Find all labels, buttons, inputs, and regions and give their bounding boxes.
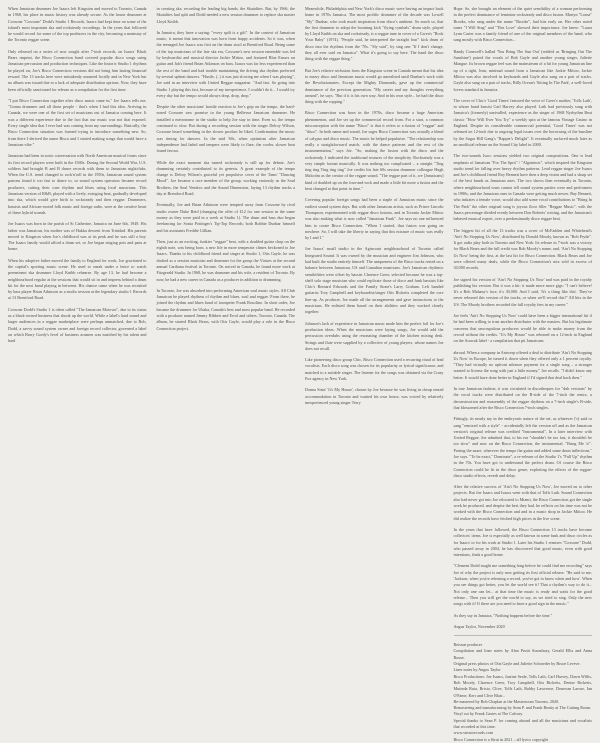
credit-line: Remastering and manufacturing by Sean P. and Frank Beatty at The Cutting Room. xyxy=(453,705,592,711)
credit-line: www.stroutrecords.com xyxy=(453,730,493,736)
paragraph: Donna Sims' 'It's My House', chosen by Joe because he was living in cheap rented accommodation in Toronto and wanted his own house, was voiced by relatively inexperienced young singer Terry xyxy=(305,387,444,405)
paragraph: Randy Cornwell's ballad 'You Bring The Sun Out' (retitled as 'Bringing Out The Sunshine') paired the vocals of Bob Gayle and another young singer, Juliette Mangue. Its brown reggae feel was the mainstream of a hit for young Jamaican line up of a tight, lean, minimal sound from a Jamaican like Jackie Mittoo, Jackie Mittoo was also involved in keyboards and Gayle also sang on a pair of tracks. Gayle also sang on a pair of tracks, Billy Ocean's 'Sitting In The Park', a well-loved lovers standard in Jamaica. xyxy=(453,48,592,92)
text-column-4 xyxy=(454,6,593,743)
paragraph: Joe Isaacs was born in the parish of St Catherine, Jamaica on June 6th, 1949. His father was Jamaican, his mother was of Hakka descent from Trinidad. His parents moved to Kingston when Joe's childhood was at its peak and he was still a boy. The Isaacs family would afford a drum set, so Joe began singing pots and pans at home. xyxy=(8,221,147,252)
paragraph: Joe signed his version of 'Ain't No Stopping Us Now' and was paid in the royalty publishing his version. But it was a hit: it made more more gigs: "I can't believe! It's a Bob Mahany's face, it's 30,000. And I said, 'It's a thing like this'. They've never released this version of the tracks, or when we'll record this!" All hits in the US. The Moody brothers recorded the full royalty fees in my career." xyxy=(453,276,592,307)
paragraph: Jamaican had been in sonic conversation with North American musical forms since its first record players were built in the 1940s. During the Second World War, U.S. soldiers had brought R and B dance records with them to Jamaican nightclubs. When the U.S. trend changed to rock'n'roll in the 1950s, Jamaican sound system patrons found it too fast to dance to, so sound system operators became record producers, cutting their own rhythm and blues using local musicians. This Jamaican version of R&B, played with a lively, swinging beat, gradually developed into ska, which would give birth to rocksteady and then reggae. Drummers, bassists and African-rooted folk music and foreign radio, were at the creative heart of these hybrid sounds. xyxy=(8,153,147,215)
credit-line: Liner notes by Angus Taylor xyxy=(453,667,501,673)
text-column-3 xyxy=(305,6,444,743)
paragraph: Johnson's lack of experience in Jamaican music made him the perfect foil for Joe's production ideas. When the musicians were laying songs, Joe would add the percussion overdubs using the resonating chamber of the kitchen mixing desk. Strings and flute were supplied by a collective of young players, whose names Joe does not recall. xyxy=(305,320,444,351)
paragraph: While the exact moment ska turned rocksteady is still up for debate, Joe's drumming certainly contributed to its genesis. A great example of the tempo change is Delroy Wilson's graceful yet propulsive cover of the Tams' "Dancing Mood". Joe became a core member of the group, working variously as the Soul Brothers, the Soul Vendors and the Sound Dimension, laying 13 rhythm tracks a day at Brentford Road. xyxy=(156,159,295,197)
credit-line: Compilation and liner notes by Alan Pruitt Soundway, Gerald Ellis and Anna Rouse. xyxy=(453,648,592,660)
paragraph: As they say in Jamaica, "Nothing happens before the time." xyxy=(453,612,553,618)
paragraph: in creating ska, recording the leading big bands, the Skatalites. But, by 1966, the Skatalites had split and Dodd needed a new session drummer to replace ska master Lloyd Knibb. xyxy=(156,6,295,24)
credit-line: Re-mastered by Bob Chaplan at the Masterroom Toronto, 2020. xyxy=(453,698,560,704)
paragraph: Fittingly, its nearly my in the embryonic nature of the set, as whatever ('s) said or sang "remixed with a style" - accidentally left the version off and as the Jamaican version's original release was credited "Instrumental", In a later interview with United Reggae, Joe admitted that, to his ear "shouldn't be too fast, it shouldn't be too slow" and now on the Bisco Connection, the instrumental, "Bring Me 'n'". Pairing the snare, wherever the tempo the guitar and added some drum inflections," Joe says. "To be exact," Dominate", a re-release of the Studio 1's "Full Up" rhythm in the 70s. You have got to understand the perfect drum. Of course the Bisco Connection could be fit in the disco genre, exploiting the effects of the reggae-disco studio effects, reverb and delay. xyxy=(453,416,592,478)
paragraph: Only released on a series of now sought after 7-inch records, on Isaacs' Black Bears imprint, the Bisco Connection band covered popular disco songs using Jamaican percussion and production techniques. Like the historic Studio 1 rhythms he played on, Joe's Bisco Connection versions did not bring him lasting financial reward. The 13 tracks here were mistakenly assumed locally and in New York but no album was issued due to a lack of adequate distribution options. Now, they have been officially sanctioned for release as a compilation for the first time. xyxy=(8,48,147,92)
text-column-2 xyxy=(157,6,296,743)
paragraph: When Jamaican drummer Joe Isaacs left Kingston and moved to Toronto, Canada in 1968, his place in music history was already secure. As the house drummer at Coxsone "Coxsone" Dodd's Studio 1 Records, Isaacs had kept time on some of the island's most important ska and rocksteady recordings. In the years that followed he would record for some of the top producers in the city, becoming a mainstay of the Toronto reggae scene. xyxy=(8,6,147,43)
paragraph: In true Jamaican fashion, it was circulated in discotheques for "dub versions" by the vocal tracks were distributed on the B-side of the 7-inch the remix, a deconstruction and reassembly of the reggae rhythms on a 7-inch single's B-side, that blossomed after the Bisco Connection 7-inch singles. xyxy=(453,386,592,410)
paragraph: Meanwhile, Philadelphia and New York's disco music were having an impact back home in 1970s Jamaica. The most prolific drummer of the decade was Lowell "Sly" Dunbar, who took much inspiration from disco's ambient. So much so, that the first drummer to adopt the booming kick "flying cymbals" drum style, played by Lloyd Knibb on ska and rocksteady, is a reggae tune in cover of a Gwen's "Rock Your Baby" (1974). "People said, he interpreted the straight four" kick drum of disco into the rhythms from the '70s. "Sly said", by sing one "If I don't change, they all ever said on Jamaica". What it's going to say here. The band the disco thing with the reggae thing." xyxy=(305,6,444,62)
credit-line: Bisco Connection is a Strut in 2021 – all lyrics copyright xyxy=(453,736,548,742)
text-column-1 xyxy=(8,6,147,743)
paragraph: Joe feels 'Ain't No Stopping Us Now' could have been a bigger international hit if he had been willing to trust another distributor with the masters. But his legitimate concerns that unscrupulous producers would be able to make money from the record without the credits. "It's My House" was released on a 12-inch in England on the Arawak label - a compilation that pit Jamaicans xyxy=(453,313,592,344)
paragraph: When his adoptive father moved the family to England for work, Joe gravitated to the capital's sporting music scene. He used to sneak under a fence to watch preeminent ska drummer Lloyd Knibb rehearse. By age 13, he had become a neighbourhood regular at the sessions that would sit in and impress behind a drum kit for the next band playing in between. His chance came when he was recruited by bass player Brian Atkinson as a studio session at the legendary studio 1 Records at 13 Brentford Road. xyxy=(8,257,147,301)
paragraph: In Toronto, Joe was absorbed into performing American soul music styles. All Club Jamaican he played rhythms of rhythm and blues, soul and reggae. From there, he joined the rhythm and blues band of trumpeter Frank Rosolino. In short order, Joe became the drummer for Ubaka, Canada's best and most popular band. He recorded with a producer named Jimmy Hibbert and Errol and others. Toronto, Canada. The album, he started Black Bears, with Otis Gayle, would play a role in the Bisco Connection project. xyxy=(156,287,295,331)
paragraph: The two-sounds Isacc sessions yielded two original compositions. One is lead emphasis of Jamaican "For The Sprit" / "Algonimic", which inspired the Kingston studio trend for falling over heavy rhythm patterns. Lead reggae singer Joe Isaacs and Joe's childhood friend Roy Bennett have then a deep vision and had a sharp set of the best bands as Jamaican ones. The two shows then eventually in Toronto, where neighbourhood tours cannot tell sound system parties were and performers in 1980s, and the Jamaican ones in Canada were getting much newer. Bay Bennett, who initiates a female voice, would also add some vocal contributions to "Bring In The Park" the other original song is joyous floor filler "Reggae Music", with the Isaacs percentage divided evenly between Don Roberts' writing, and the Jamaican's behaved musical expert, over a predominantly disco reggae beat. xyxy=(453,153,592,222)
paragraph: The biggest hit of all the 13 tracks was a cover of McFadden and Whitehead's 'Ain't No Stopping Us Now', distributed by Donald Moody, known as "Rob Pryde". It got radio play both in Toronto and New York. Its release in 7-inch was a victory for Black Bears and the full credit was Rob Moody's name, and, 'Ain't No Stopping Us Now' being the first, at the last hit for Bisco Connection. Black Bears and Joe were offered many deals, while the Bisco Connection's mix sold in excess of 30,000 records. xyxy=(453,227,592,271)
paragraph: Eventually, Joe and Brian Atkinson were tempted away from Coxsone by rival studio owner Duke Reid (changing the offer of £12 for one session in the same money as they were paid in a week at Studio 1). The drum and bass duo began freelancing for Sonia Pottinger's Tip-Top Records; both Robbie Dunbar himself and his assistants Freddie Gillian. xyxy=(156,202,295,233)
paragraph: The cover of Chic's 'Good Times' featured the voice of Greer's mother, 'Tolls Lath', in whose band bassist Carl Harvey also played. Lath had previously sung with Jamaica's (formerly) unrivalled, experience as the singer of 1968 Nyrhythm Beat classic "How Will Ever You Try" a weekly spin at the famous Vintage Casino in England. Despite its considerable commercial potential, 'Good Times' was not released on 12-inch due to ongoing legal issues over the borrowing of the bassline by the Sugar Hill Gang's "Rapper's Delight". It eventually surfaced much later as an unofficial release on the Sound City label in 2000. xyxy=(453,97,592,147)
paragraph: In the years that have followed, the Bisco Connection 13 tracks have become collectors' items. Joe is especially as well known in some funk and disco circles as for Isaacs' or for his work at Studio 1. Later his Studio 1 remixes "Coxsone" Dodd, who passed away in 2004, he has discovered that good music, even with good intentions, finds a good home. xyxy=(453,526,592,558)
paragraph: Bisco Connection was born in the 1970s, disco became a huge American phenomenon, and Joe set up the commercial record from. For a start, a common misconception with the name "Bisco" is that it refers to a fusion of "reggae" and "disco". In both name and sound, Joe urges Bisco Connection was actually a blend of calypso and disco music. The music he helped popularise. "The relationship was really a straightforward match, with the dance patterns and the rest of the instrumentation," says Joe. "So, making the fusion with the disco and the rocksteady, I indicated the traditional textures of the simplicity. Rocksteady was a very simple format musically. It was nothing too complicated – a straight "Ting ting ting Ting ting ting" Joe credits his late 60s session drummer colleague Hugh Malcolm as the creator of the reggae sound. "The reggae part of it, we [Jamaicans] kind of doubled up on the four-and-rock and made a little bit more a fusion and the beat changed at that point in time." xyxy=(305,110,444,192)
paragraph: Then, just as an exciting, funkier "reggae" beat, with a doubled guitar chop on the eighth note, was being born, a new life in more temperate climes beckoned to Joe Isaacs. Thanks to his childhood friend and singer at Studio 1, Otis Gayle, he was drafted as a session musician and drummer for the group the Virtues at the second annual Caribana festival in Toronto. On arrival in Canada, he found more work at Fitzgerald Studio. In 1968, he was drummer and his wife, a resident of Toronto. By now, he had a new career in Canada as a producer in addition to drumming. xyxy=(156,238,295,282)
paragraph: Joe Isaacs' small studio in the Agincourt neighbourhood of Toronto called Integrated Sound. It was owned by the musician and engineer Jim Johnson, who had built the studio entirely himself. The uniqueness of the Bisco tracks rested on a balance between Jamaican, US and Canadian musicians. Joe's Jamaican rhythmic sensibilities were offset by bassist Clarence Greer, selected because he was a top-shelf solo stage musician who could replicate those of disco and funk bassists like Chic's Bernard Edwards and the Family Stone's Larry Graham. Left handed guitarist Troy Campbell and keyboardist/singer Otis Ricketts completed the core line-up. As producer, Joe made all the arrangements and gave instructions to the musicians. He enlisted them based on their abilities and they worked closely together. xyxy=(305,246,444,315)
credit-line: Bisco Productions: Joe Isaacs, Justine Seale, Tolls Lath, Carl Harvey, Dawn Willis, Rob Moody, Clarence Greer, Troy Campbell, Otis Ricketts, Denise Ricketts, Mutinda Ruia, Brisio, Clive, Tolls Lath, Bobby Lawrence, Donovan Larose, Ian O'Fame, Kerr and Clive Blair... xyxy=(453,673,592,698)
credit-line: Vinyl cut by Frank Gastes at The Calvary. xyxy=(453,711,524,717)
credits-block xyxy=(454,642,593,743)
paragraph: Despite the other musicians' hostile reaction to Joe's grip on the tempo, the hard-nosed Coxsone saw promise in the young Bellevue Jamaican drummer. He installed a metronome in the studio to help Joe stay in time. Even so, the tempo continued to slow. But during a recording session with the singer Delroy Wilson, Coxsone heard something in the slower product he liked. Confirmation the music was timing for dancers. In the mid '60s, when optimism after Jamaican independence had faded and tempers were likely to flare, the cooler, slower beat found favour. xyxy=(156,104,295,154)
paragraph: In Jamaica, they have a saying: "every spilt is a gift". In the context of Jamaican music, it meant that innovation was born from happy accidents. So it was, when the teenaged Joe Isaacs was first on the drum stool at Brentford Road. Being some of the top musicians of the late ska era, Coxsone's new session ensemble was led by keyboardist and musical director Jackie Mittoo, and featured Blue Enaws on guitar and Jah's friend Brian Atkinson on bass. Isaacs was far less experienced than the rest of the band and had trouble maintaining the driving ska rhythm preferred by several upbeat dancers. "Hustle, (..) it was just slowing me when I was playing", Joe said in an interview with United Reggae magazine. "And fast. So going into Studio 1 playing this fast, because of my inexperience, I couldn't do it... I would try every day but the tempo would always drop, drop, drop." xyxy=(156,29,295,98)
paragraph: Hope. So, she brought an element of the quiet sensibility of a woman performing in the perfect dominance of feminine rocksteady and disco fusion. Martyn "Lorna" Brooks, who sang under the name "Brooke", had hits early on. Her other noted tunes "I Will Sing" and "This Love" showed their importance. Joe knew: "Laura Lynn Carter was a family friend of one of the original members of the band, who sang mostly with Bisco Connection... xyxy=(453,6,592,43)
paragraph: Covering popular foreign songs had been a staple of Jamaican music since the earliest sound system days. But with other Jamaican artists, such as Prince Lincoln Thompson, experimented with reggae disco fusions, and in Toronto Jackie Mittoo was also making what is now called "Jamaican Funk". Joe says no one influenced him to create Bisco Connection. "When I started, that fusion was going on nowhere. So, I will take the liberty in saying that this mixture of music was really by I and I." xyxy=(305,197,444,241)
paragraph: Angus Taylor, November 2020 xyxy=(453,623,505,629)
paragraph: "Clement Dodd taught me something long before he could find me recording" says Joe of why the project is only now getting its first official release. "He said to me, 'Jackson, when you're releasing a record, you've got to know when and how'. When you see things got better, you let the world see it! That a rhythm's way to do it... Not only one can let... at that time the music is ready and waits for the good release... Then you will get the world to say, as we tried to sing. Only the new songs with it! If there are you need to have a good sign in the music." xyxy=(453,563,592,607)
paragraph: Like pioneering disco group Chic, Bisco Connection used a recurring ritual of lead vocalists. Each disco song was chosen for its popularity or lyrical significance, and matched to a suitable singer. The listener for the songs was obtained via the Crazy Fox agency in New York. xyxy=(305,357,444,382)
paragraph: abroad. When a company in Antwerp offered a deal to distribute 'Ain't No Stopping Us Now' in Europe, he turned it down when they offered only a 1 percent royalty. "They had virtually no upfront advance payment for a single song – a stranger wanted to license the song with just a little money," Joe recalls. "I didn't know any better. It would have done better in England if I'd signed that deal back then." xyxy=(453,349,592,380)
credit-line: Original press photos of Otis Gayle and Juliette Schroeder by Bruce Leveve. xyxy=(453,661,581,667)
paragraph: After the relative success of 'Ain't No Stopping Us Now', Joe moved on to other projects. But Joe Isaacs and Isaacs went with that of Tolls Lath. Sound Connection also had never got into Joe relocated to Miami, the Bisco Connection got the single work he produced, and despite the best they had, he reflects on his time was not he worked with the Bisco Connection and and in a music shop in Jackie Mittoo. He did realize the records have fetched high prices in the live scene. xyxy=(453,484,592,521)
paragraph: But Joe's relative seclusion from the Kingston scene in Canada meant that his idea to marry disco and Jamaican music would go unrealised until Dunbar's work with the Revolutionaries. Except the Mighty Diamonds, gave up the commercial dominance of the previous generation. "My career and my thoughts everything around", he says. "But if it is his own way. And in his own style... he had the disco thing with the ropping." xyxy=(305,67,444,105)
credit-line: Special thanks to Sean P. for coming aboard and all the musicians and vocalists that recorded at this time. xyxy=(453,717,592,729)
credits-divider xyxy=(454,635,593,636)
paragraph: Coxsone Dodd's Studio 1 is often called "The Jamaican Motown", due to its status as a black-owned business that shook up the world. While a label's hard sound and larger audiences in a reggae marketplace were perhaps unmatched, due to Bob, Dodd, a savvy sound system owner and foreign record collector, governed a label on which Barry Gordy's level of business acumen was matched by his talent and hard xyxy=(8,306,147,344)
credit-heading: Reissue producer xyxy=(453,642,483,648)
paragraph: "I put Bisco Connection together after disco music came in," Joe Isaacs tells me. "Gonna drummer and all those people - that's when I had this idea. Arriving in Canada, we were one of the first set of musicians out of Jamaica coming here. It was a different experience due to the fact that our music was not that exposed. Every single idea that I ever had was coming from my surroundings. Basically, the Bisco Connection situation was formed trying to introduce something new. So, from there I derived the name Bisco and I started making songs that would have a Jamaican vibe." xyxy=(8,97,147,147)
